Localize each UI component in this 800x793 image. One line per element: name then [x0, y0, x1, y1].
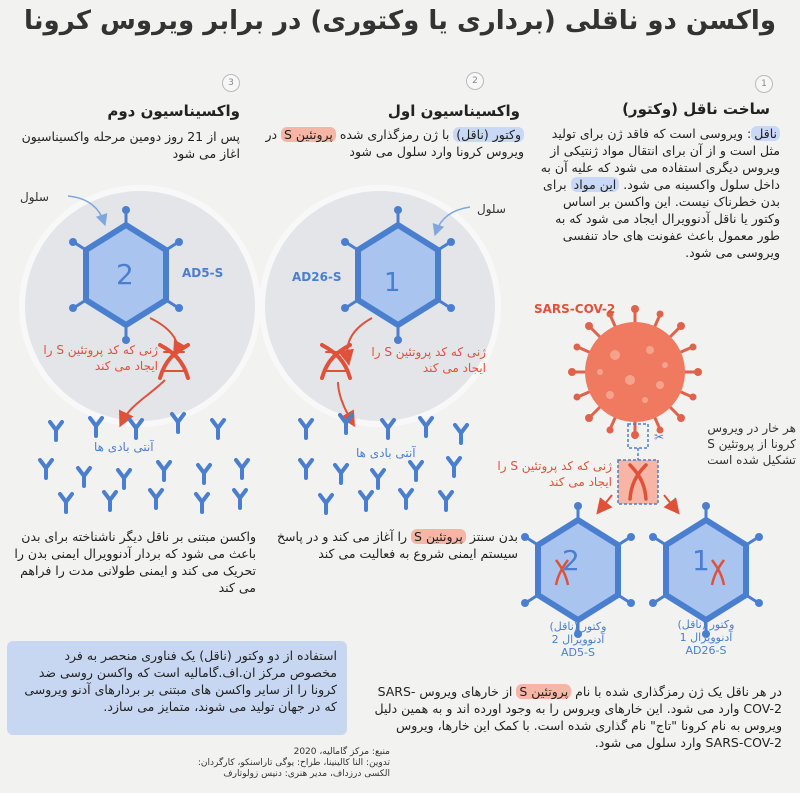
step-number-3: 3 — [222, 74, 240, 92]
vector-1-caption: وکتور (ناقل) آدنوویرال 1 AD26-S — [677, 618, 735, 657]
second-result-text: واکسن مبتنی بر ناقل دیگر ناشناخته برای بدن باعث می شود که بردار آدنوویرال ایمنی بدن را تحریک می کند و ایمنی طولانی مدت را فراهم می کند — [14, 529, 256, 595]
hexagon-2-number: 2 — [116, 258, 134, 291]
spike-label: هر خار در ویروس کرونا از پروتئین S تشکیل شده است — [707, 421, 796, 467]
second-vaccination-text: پس از 21 روز دومین مرحله واکسیناسیون اغاز می شود — [21, 129, 240, 161]
vector-2-number: 2 — [562, 544, 580, 577]
vector-2-caption: وکتور (ناقل) آدنوویرال 2 AD5-S — [549, 620, 607, 659]
hexagon-1-number: 1 — [384, 268, 401, 298]
credits: منبع: مرکز گامالیه، 2020 تدوین: النا کالینینا، طراح: یوگی تاراسنکو، کارگردان: الکسی درزداف، مدیر هنری: دنیس زولوتارف — [197, 747, 390, 779]
gene-label-left: ژنی که کد پروتئین S را ایجاد می کند — [43, 343, 158, 373]
step-number-2: 2 — [466, 72, 484, 90]
gene-label-middle: ژنی که کد پروتئین S را ایجاد می کند — [371, 345, 486, 375]
material-highlight: این مواد — [571, 177, 620, 192]
page-title: واکسن دو ناقلی (برداری یا وکتوری) در برابر ویروس کرونا — [24, 6, 776, 36]
ad26-label: AD26-S — [292, 270, 342, 284]
step-number-1: 1 — [755, 75, 773, 93]
antibody-label-middle: آنتی بادی ها — [356, 446, 416, 460]
antibodies-left-icon — [40, 414, 248, 512]
coronavirus-icon — [568, 305, 702, 439]
gene-highlight-box — [618, 460, 658, 504]
s-protein-description: در هر ناقل یک ژن رمزگذاری شده با نام پروتئین S از خارهای ویروس SARS-COV-2 وارد می شود. این خارهای ویروس را به وجود اورده اند و به همین دلیل ویروس به نام کرونا "تاج" نام گذاری شده است. با کمک این خارها، ویروس SARS-COV-2 وارد سلول می شود. — [374, 684, 782, 750]
cell-label-right: سلول — [477, 202, 506, 216]
first-vaccination-heading: واکسیناسیون اول — [387, 102, 520, 120]
antibody-label-left: آنتی بادی ها — [94, 440, 154, 454]
vector-construction-heading: ساخت ناقل (وکتور) — [622, 100, 770, 118]
gene-label-center: ژنی که کد پروتئین S را ایجاد می کند — [497, 459, 612, 489]
ad5-label: AD5-S — [182, 266, 224, 280]
vector-description: ناقل: ویروسی است که فاقد ژن برای تولید مثل است و از آن برای انتقال مواد ژنتیکی از ویروس دیگری استفاده می شود که علیه آن به داخل سلول واکسینه می شود. این مواد برای بدن خطرناک نیست. این واکسن بر اساس وکتور یا ناقل آدنوویرال ایجاد می شود که به طور معمول باعث عفونت های حاد تنفسی ویروسی می شود. — [540, 126, 780, 260]
antibodies-middle-icon — [300, 415, 467, 513]
sars-label: SARS-COV-2 — [534, 302, 616, 316]
vector-highlight: ناقل — [751, 126, 780, 141]
first-result-text: بدن سنتز پروتئین S را آغاز می کند و در پاسخ سیستم ایمنی شروع به فعالیت می کند — [276, 529, 518, 561]
gamaleya-note: استفاده از دو وکتور (ناقل) یک فناوری منحصر به فرد مخصوص مرکز ان.اف.گامالیه است که واکسن روسی ضد کرونا را از سایر واکسن های مبتنی بر بردارهای آدنو ویروسی که در جهان تولید می شوند، متمایز می سازد. — [7, 641, 347, 735]
second-vaccination-heading: واکسیناسیون دوم — [107, 102, 240, 120]
first-vaccination-text: وکتور (ناقل) با ژن رمزگذاری شده پروتئین S در ویروس کرونا وارد سلول می شود — [265, 127, 524, 159]
svg-text:✂: ✂ — [654, 430, 665, 444]
cell-label-left: سلول — [20, 190, 49, 204]
vector-1-number: 1 — [692, 544, 710, 577]
